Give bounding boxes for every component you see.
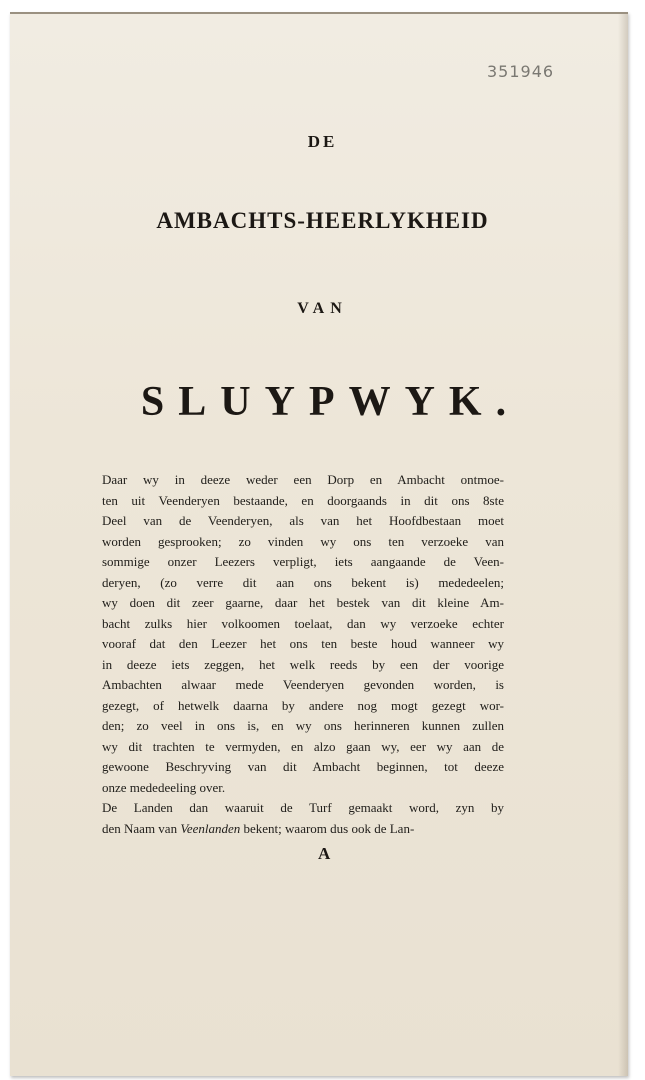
text-line: den; zo veel in ons is, en wy ons herinneren kunnen zullen <box>102 718 504 733</box>
text-line: Deel van de Veenderyen, als van het Hoofdbestaan moet <box>102 513 504 528</box>
text-line: ten uit Veenderyen bestaande, en doorgaands in dit ons 8ste <box>102 492 504 508</box>
text-line: vooraf dat den Leezer het ons ten beste houd wanneer wy <box>102 636 504 651</box>
text-line: worden gesprooken; zo vinden wy ons ten verzoeke van <box>102 533 504 549</box>
text-line: Daar wy in deeze weder een Dorp en Ambacht ontmoe- <box>102 472 504 487</box>
text-line: den Naam van Veenlanden bekent; waarom dus ook de Lan- <box>102 820 415 836</box>
signature-mark: A <box>318 844 331 863</box>
text-line: deryen, (zo verre dit aan ons bekent is) mededeelen; <box>102 574 504 590</box>
pencil-annotation: 351946 <box>487 62 555 81</box>
text-line: Ambachten alwaar mede Veenderyen gevonden worden, is <box>102 677 504 692</box>
text-line: in deeze iets zeggen, het welk reeds by een der voorige <box>102 656 504 672</box>
text-line: onze mededeeling over. <box>102 779 226 795</box>
text-line: De Landen dan waaruit de Turf gemaakt word, zyn by <box>102 800 504 815</box>
text-line: gewoone Beschryving van dit Ambacht beginnen, tot deeze <box>102 759 504 774</box>
title-van: VAN <box>297 300 348 317</box>
text-line: gezegt, of hetwelk daarna by andere nog mogt gezegt wor- <box>102 697 504 713</box>
text-line: wy dit trachten te vermyden, en alzo gaan wy, eer wy aan de <box>102 738 504 754</box>
body-text <box>102 470 504 839</box>
title-de: DE <box>307 132 338 151</box>
title-place: SLUYPWYK. <box>140 379 521 425</box>
paragraph-1 <box>102 470 504 798</box>
title-main: AMBACHTS-HEERLYKHEID <box>156 208 489 233</box>
paragraph-2 <box>102 798 504 839</box>
text-line: wy doen dit zeer gaarne, daar het bestek van dit kleine Am- <box>102 595 504 610</box>
text-line: sommige onzer Leezers verpligt, iets aangaande de Veen- <box>102 554 504 569</box>
text-line: bacht zulks hier volkoomen toelaat, dan wy verzoeke echter <box>102 615 504 631</box>
